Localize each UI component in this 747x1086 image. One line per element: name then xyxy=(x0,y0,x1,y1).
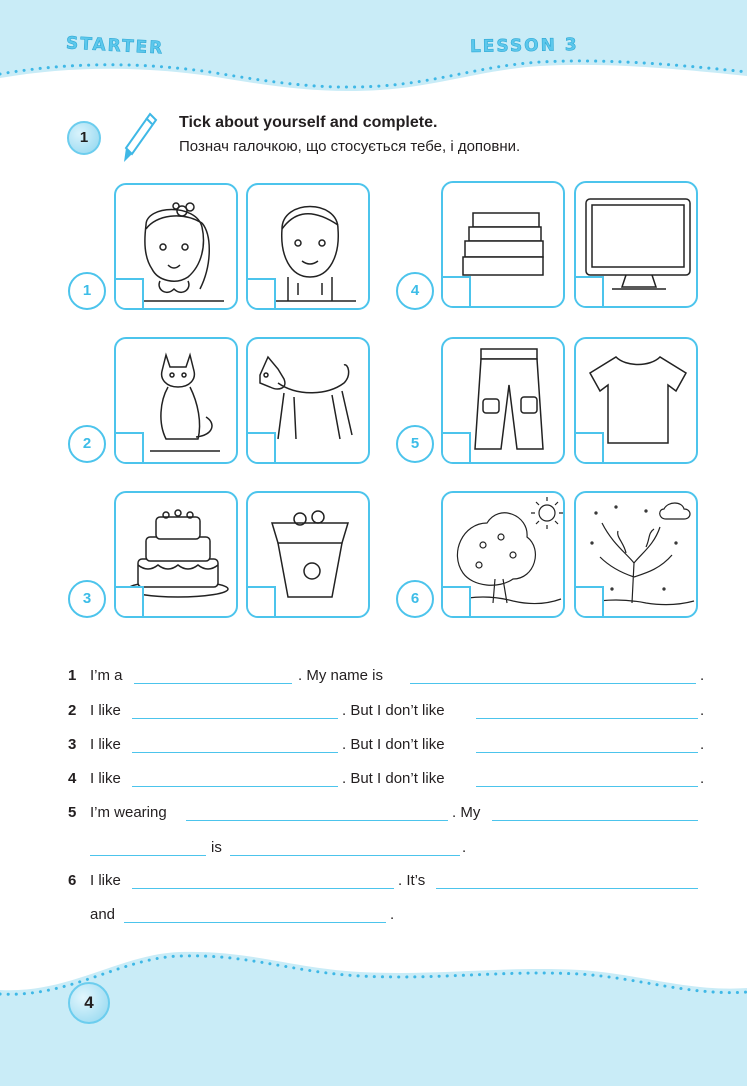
sentence-text: is xyxy=(211,839,222,856)
row-number-5: 5 xyxy=(396,425,434,463)
sentence-end: . xyxy=(390,906,395,923)
sentence-text: and xyxy=(90,906,116,923)
sentence-end: . xyxy=(700,702,705,719)
picture-card-boy xyxy=(246,183,370,310)
picture-card-cake xyxy=(114,491,238,618)
picture-card-winter-tree xyxy=(574,491,698,618)
row-number-3: 3 xyxy=(68,580,106,618)
sentence-end: . xyxy=(462,839,467,856)
row-number-6: 6 xyxy=(396,580,434,618)
sentence-number: 1 xyxy=(68,667,77,684)
tick-box-books[interactable] xyxy=(441,276,471,308)
sentence-end: . xyxy=(700,770,705,787)
picture-card-cat xyxy=(114,337,238,464)
answer-blank[interactable] xyxy=(132,888,394,889)
row-number-4: 4 xyxy=(396,272,434,310)
lesson-label: LESSON 3 xyxy=(469,35,579,57)
answer-blank[interactable] xyxy=(476,786,698,787)
starter-label: STARTER xyxy=(65,33,165,59)
sentence-number: 3 xyxy=(68,736,77,753)
sentence-text: I like xyxy=(90,736,121,753)
row-number-1: 1 xyxy=(68,272,106,310)
picture-card-tshirt xyxy=(574,337,698,464)
answer-blank[interactable] xyxy=(90,855,206,856)
sentence-text: . It’s xyxy=(398,872,426,889)
picture-card-dog xyxy=(246,337,370,464)
answer-blank[interactable] xyxy=(132,786,338,787)
picture-card-girl xyxy=(114,183,238,310)
instruction-en: Tick about yourself and complete. xyxy=(179,114,438,131)
answer-blank[interactable] xyxy=(476,718,698,719)
sentence-text: I’m a xyxy=(90,667,123,684)
sentence-number: 2 xyxy=(68,702,77,719)
tick-box-summer-tree[interactable] xyxy=(441,586,471,618)
sentence-text: I’m wearing xyxy=(90,804,167,821)
instruction-ua: Познач галочкою, що стосується тебе, і доповни. xyxy=(179,138,521,155)
answer-blank[interactable] xyxy=(132,718,338,719)
answer-blank[interactable] xyxy=(492,820,698,821)
tick-box-tshirt[interactable] xyxy=(574,432,604,464)
pen-icon xyxy=(120,108,160,166)
sentence-text: I like xyxy=(90,702,121,719)
tick-box-cake[interactable] xyxy=(114,586,144,618)
tick-box-winter-tree[interactable] xyxy=(574,586,604,618)
picture-card-yogurt xyxy=(246,491,370,618)
exercise-number-badge: 1 xyxy=(67,121,101,155)
tick-box-boy[interactable] xyxy=(246,278,276,310)
answer-blank[interactable] xyxy=(132,752,338,753)
picture-card-monitor xyxy=(574,181,698,308)
sentence-text: . But I don’t like xyxy=(342,702,445,719)
sentence-text: . But I don’t like xyxy=(342,736,445,753)
sentence-text: . But I don’t like xyxy=(342,770,445,787)
sentence-end: . xyxy=(700,736,705,753)
tick-box-monitor[interactable] xyxy=(574,276,604,308)
tick-box-girl[interactable] xyxy=(114,278,144,310)
sentence-number: 4 xyxy=(68,770,77,787)
picture-card-books xyxy=(441,181,565,308)
answer-blank[interactable] xyxy=(230,855,460,856)
answer-blank[interactable] xyxy=(476,752,698,753)
answer-blank[interactable] xyxy=(186,820,448,821)
sentence-number: 5 xyxy=(68,804,77,821)
tick-box-trousers[interactable] xyxy=(441,432,471,464)
sentence-text: . My xyxy=(452,804,481,821)
picture-card-trousers xyxy=(441,337,565,464)
answer-blank[interactable] xyxy=(124,922,386,923)
tick-box-yogurt[interactable] xyxy=(246,586,276,618)
tick-box-dog[interactable] xyxy=(246,432,276,464)
sentence-number: 6 xyxy=(68,872,77,889)
sentence-text: I like xyxy=(90,770,121,787)
picture-card-summer-tree xyxy=(441,491,565,618)
sentence-text: I like xyxy=(90,872,121,889)
sentence-end: . xyxy=(700,667,705,684)
tick-box-cat[interactable] xyxy=(114,432,144,464)
row-number-2: 2 xyxy=(68,425,106,463)
answer-blank[interactable] xyxy=(436,888,698,889)
page-number: 4 xyxy=(68,982,110,1024)
answer-blank[interactable] xyxy=(134,683,292,684)
sentence-text: . My name is xyxy=(298,667,384,684)
answer-blank[interactable] xyxy=(410,683,696,684)
